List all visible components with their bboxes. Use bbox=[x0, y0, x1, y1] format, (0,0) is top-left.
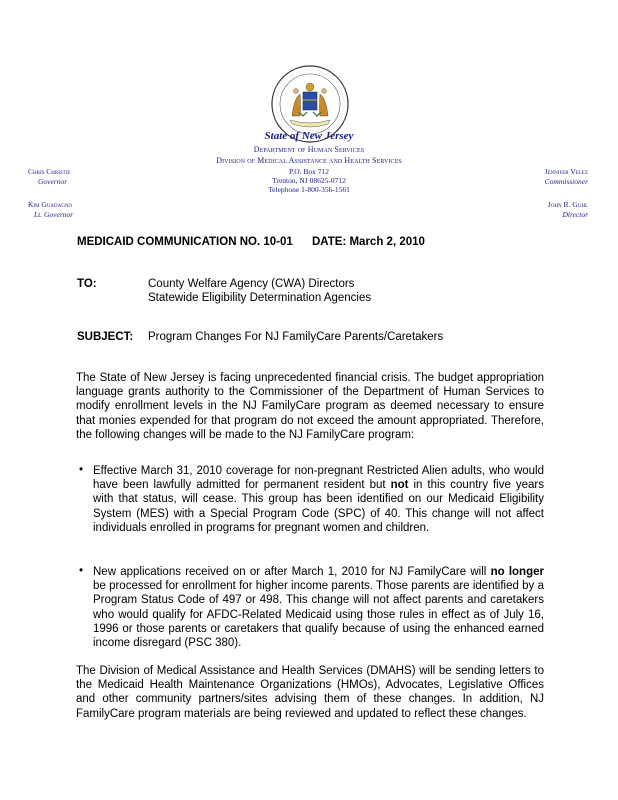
bullet-2-marker: • bbox=[79, 565, 84, 577]
intro-paragraph: The State of New Jersey is facing unprecedented financial crisis. The budget appropriation language grants authority to the Commissioner of the Department of Human Services to modify enrollment levels in the NJ FamilyCare program as deemed necessary to ensure that monies expended for that program do not exceed the amount appropriated. Therefore, the following changes will be made to the NJ FamilyCare program: bbox=[76, 372, 544, 441]
commissioner-title: Commissioner bbox=[544, 177, 588, 186]
subject-text: Program Changes For NJ FamilyCare Parents/Caretakers bbox=[148, 331, 444, 343]
governor-name: Chris Christie bbox=[28, 167, 71, 176]
commissioner-name: Jennifer Velez bbox=[544, 167, 588, 176]
communication-number: MEDICAID COMMUNICATION NO. 10-01 bbox=[77, 236, 293, 248]
memo-date: DATE: March 2, 2010 bbox=[312, 236, 425, 248]
to-line-1: County Welfare Agency (CWA) Directors bbox=[148, 278, 355, 290]
lt-governor-name: Kim Guadagno bbox=[28, 200, 73, 209]
phone-number: Telephone 1-800-356-1561 bbox=[268, 185, 350, 194]
governor-title: Governor bbox=[38, 177, 68, 186]
state-title: State of New Jersey bbox=[264, 130, 354, 142]
subject-label: SUBJECT: bbox=[77, 331, 134, 343]
department-name: Department of Human Services bbox=[253, 145, 365, 154]
division-name: Division of Medical Assistance and Health Services bbox=[216, 156, 402, 165]
po-box: P.O. Box 712 bbox=[288, 167, 329, 176]
city-address: Trenton, NJ 08625-0712 bbox=[272, 176, 346, 185]
director-title: Director bbox=[562, 210, 588, 219]
bullet-1-marker: • bbox=[79, 464, 84, 476]
bullet-2-text: New applications received on or after March 1, 2010 for NJ FamilyCare will no longer be processed for enrollment for higher income parents. Those parents are identified by a Program Status Code of 497 or 498. This change will not affect parents and caretakers who would qualify for AFDC-Related Medicaid using those rules in effect as of July 16, 1996 or those parents or caretakers that qualify because of using the enhanced earned income disregard (PSC 380). bbox=[93, 566, 544, 650]
closing-paragraph: The Division of Medical Assistance and Health Services (DMAHS) will be sending letters to the Medicaid Health Maintenance Organizations (HMOs), Advocates, Legislative Offices and other community partners/sites advising them of these changes. In addition, NJ FamilyCare program materials are being reviewed and updated to reflect these changes. bbox=[76, 665, 544, 720]
lt-governor-title: Lt. Governor bbox=[34, 210, 74, 219]
to-label: TO: bbox=[77, 278, 97, 290]
bullet-1-text: Effective March 31, 2010 coverage for non-pregnant Restricted Alien adults, who would have been lawfully admitted for permanent resident but not in this country five years with that status, will cease. This group has been identified on our Medicaid Eligibility System (MES) with a Special Program Code (SPC) of 40. This change will not affect individuals enrolled in programs for pregnant women and children. bbox=[93, 465, 544, 534]
director-name: John R. Guhl bbox=[547, 200, 588, 209]
to-line-2: Statewide Eligibility Determination Agencies bbox=[148, 292, 372, 304]
